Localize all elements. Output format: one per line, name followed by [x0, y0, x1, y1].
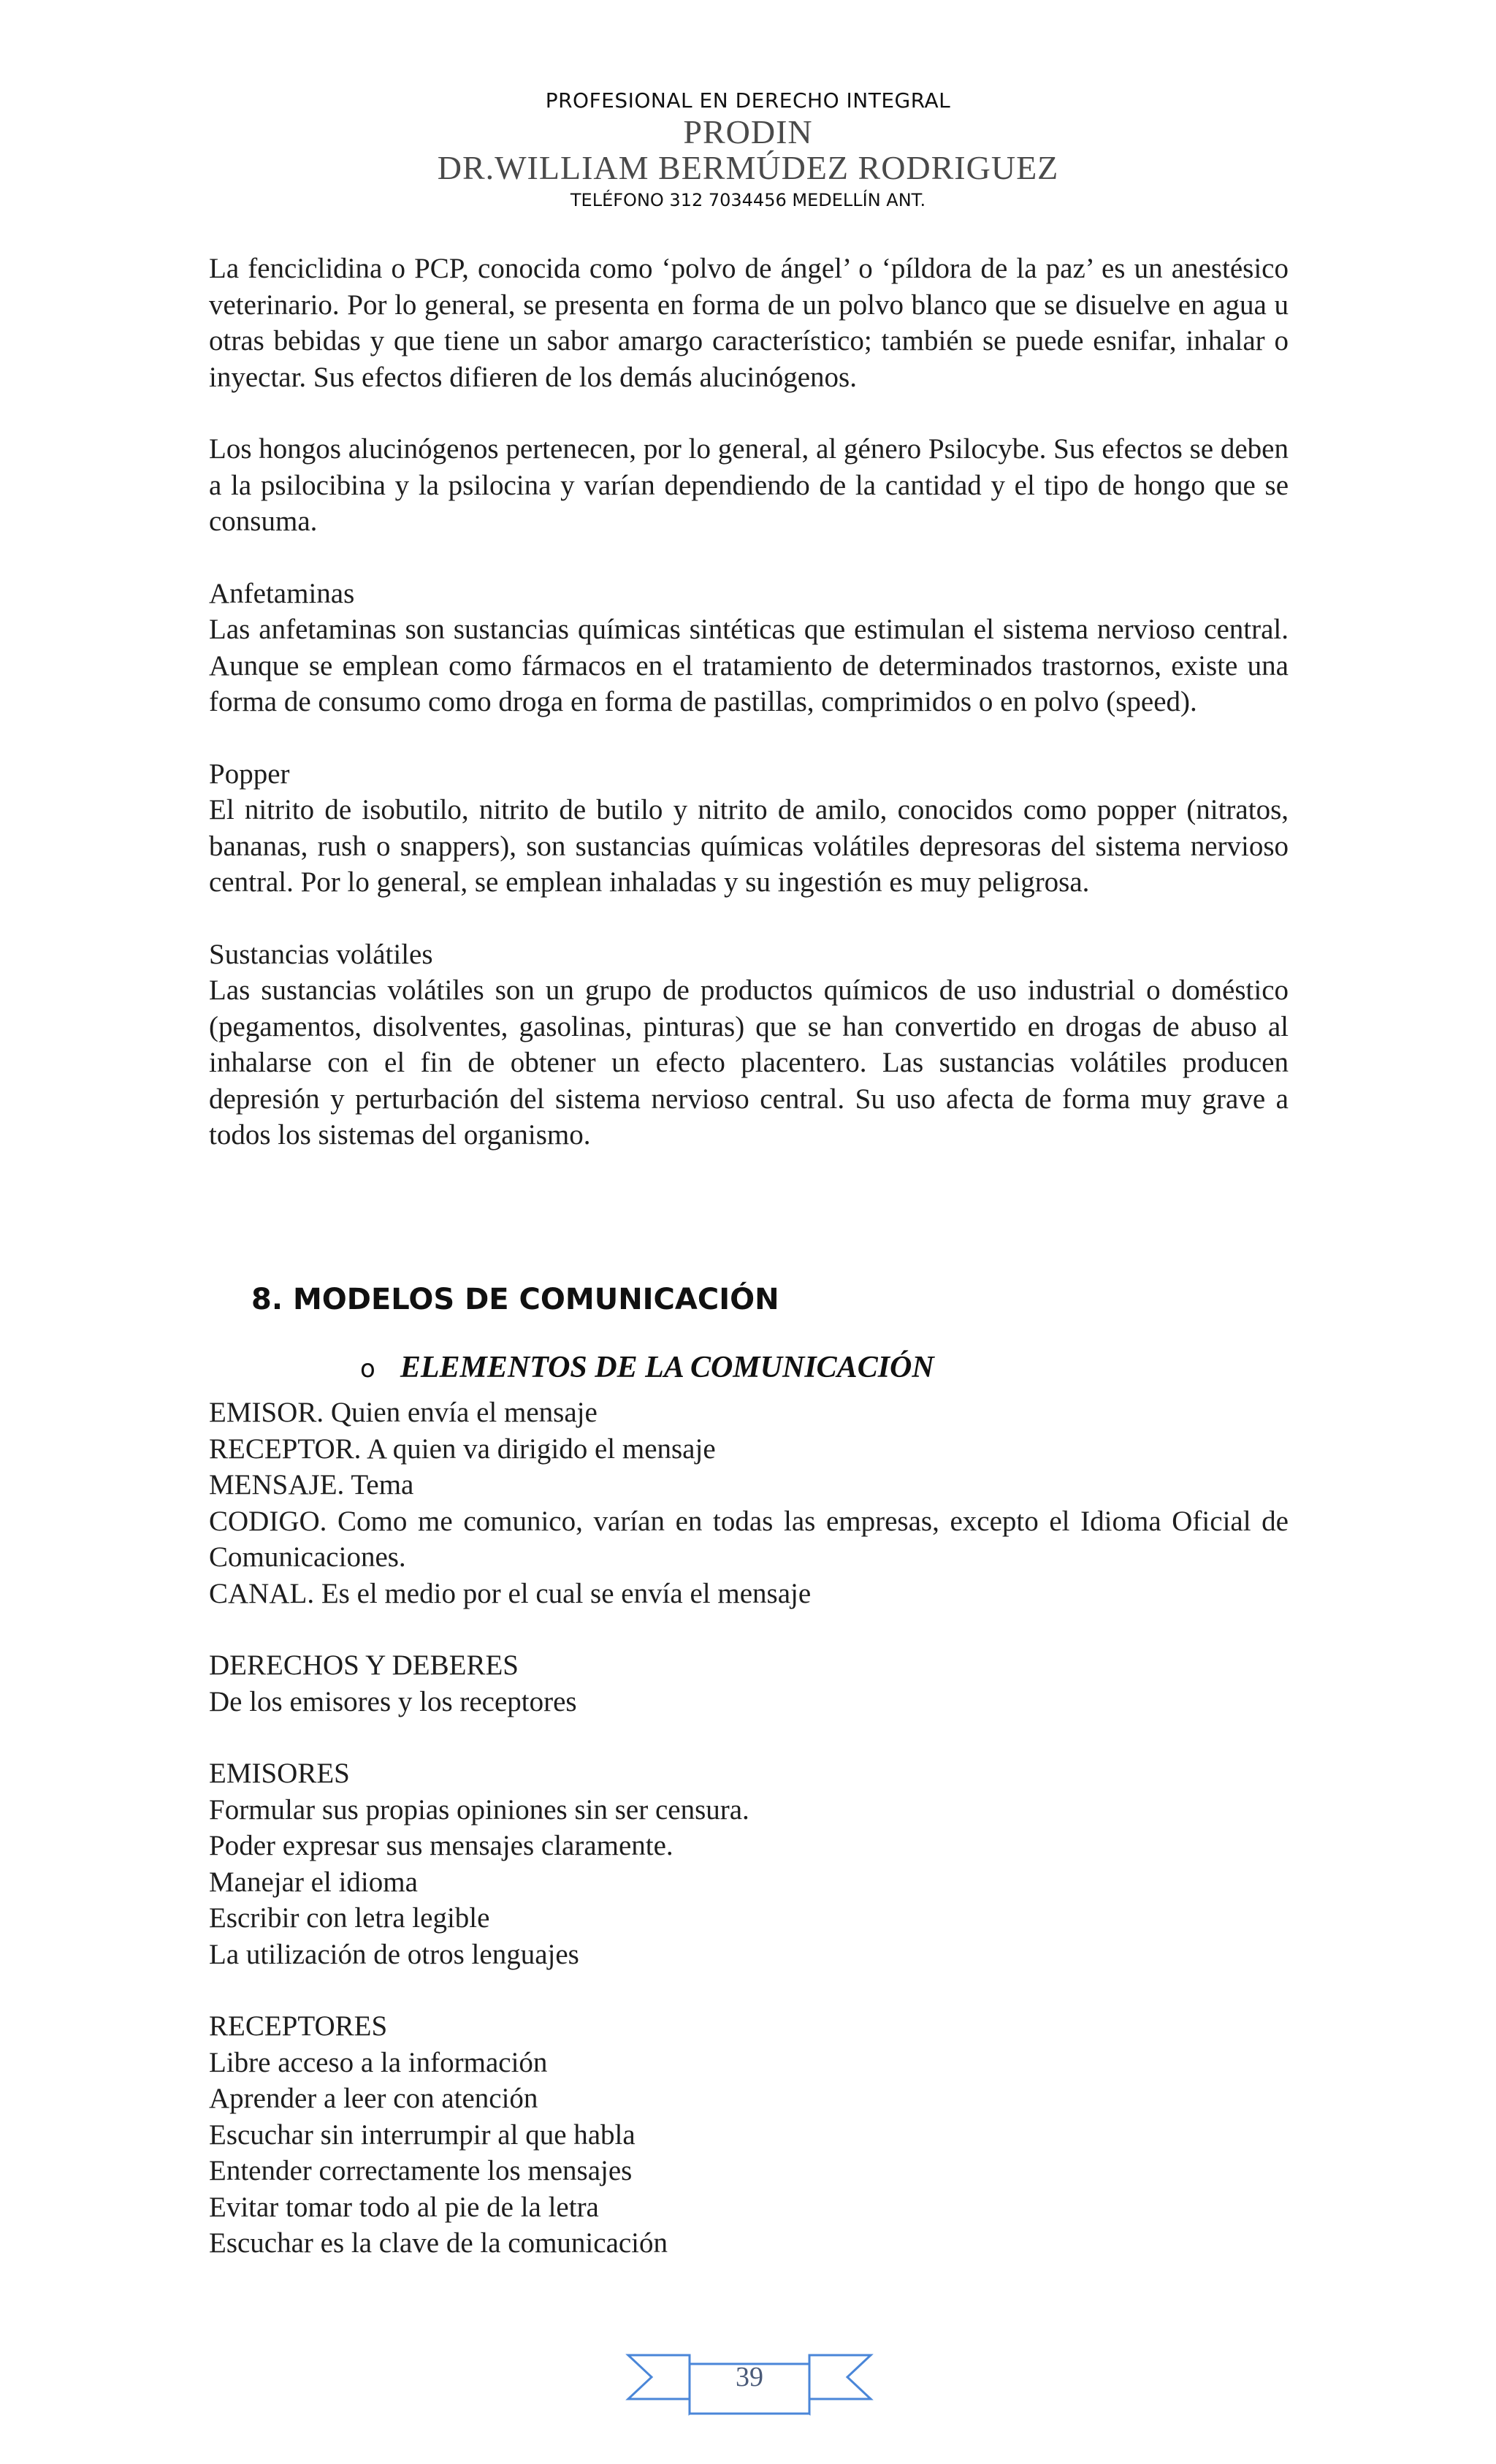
- banner-right-ribbon: [809, 2355, 871, 2399]
- derechos-subtitle: De los emisores y los receptores: [209, 1685, 577, 1717]
- heading-receptores: RECEPTORES: [209, 2010, 388, 2042]
- bullet-marker: o: [360, 1354, 375, 1384]
- page-header: [0, 86, 1496, 213]
- list-item: Escuchar es la clave de la comunicación: [209, 2227, 668, 2259]
- paragraph-volatiles: Las sustancias volátiles son un grupo de productos químicos de uso industrial o doméstico (pegamentos, disolventes, gasolinas, pinturas) que se han convertido en drogas de abuso al inhalarse con el fin de obtener un efecto placentero. Las sustancias volátiles producen depresión y perturbación del sistema nervioso central. Su uso afecta de forma muy grave a todos los sistemas del organismo.: [209, 974, 1289, 1151]
- paragraph-pcp: La fenciclidina o PCP, conocida como ‘polvo de ángel’ o ‘píldora de la paz’ es un anestésico veterinario. Por lo general, se presenta en forma de un polvo blanco que se disuelve en agua u otras bebidas y que tiene un sabor amargo característico; también se puede esnifar, inhalar o inyectar. Sus efectos difieren de los demás alucinógenos.: [209, 253, 1289, 393]
- heading-volatiles: Sustancias volátiles: [209, 938, 433, 970]
- header-author: DR.WILLIAM BERMÚDEZ RODRIGUEZ: [437, 149, 1059, 186]
- element-receptor: RECEPTOR. A quien va dirigido el mensaje: [209, 1433, 716, 1465]
- header-organization: PROFESIONAL EN DERECHO INTEGRAL: [545, 88, 951, 112]
- heading-emisores: EMISORES: [209, 1758, 350, 1789]
- body-section-communication: [209, 1395, 1289, 2262]
- paragraph-hongos: Los hongos alucinógenos pertenecen, por lo general, al género Psilocybe. Sus efectos se deben a la psilocibina y la psilocina y varían dependiendo de la cantidad y el tipo de hongo que se consuma.: [209, 433, 1289, 537]
- section-heading: 8. MODELOS DE COMUNICACIÓN: [251, 1283, 779, 1316]
- element-emisor: EMISOR. Quien envía el mensaje: [209, 1397, 598, 1428]
- list-item: Evitar tomar todo al pie de la letra: [209, 2191, 599, 2223]
- element-codigo: CODIGO. Como me comunico, varían en todas las empresas, excepto el Idioma Oficial de Comunicaciones.: [209, 1505, 1289, 1573]
- list-item: Poder expresar sus mensajes claramente.: [209, 1830, 673, 1861]
- list-item: Manejar el idioma: [209, 1866, 418, 1898]
- list-item: Libre acceso a la información: [209, 2046, 548, 2078]
- paragraph-anfetaminas: Las anfetaminas son sustancias químicas sintéticas que estimulan el sistema nervioso central. Aunque se emplean como fármacos en el tratamiento de determinados trastornos, existe una forma de consumo como droga en forma de pastillas, comprimidos o en polvo (speed).: [209, 614, 1289, 717]
- header-contact: TELÉFONO 312 7034456 MEDELLÍN ANT.: [570, 190, 926, 210]
- page-number: 39: [736, 2362, 763, 2392]
- list-item: Formular sus propias opiniones sin ser censura.: [209, 1793, 749, 1826]
- list-item: Aprender a leer con atención: [209, 2083, 538, 2114]
- list-item: Entender correctamente los mensajes: [209, 2155, 633, 2186]
- heading-popper: Popper: [209, 758, 290, 790]
- heading-anfetaminas: Anfetaminas: [209, 577, 355, 609]
- body-section-drugs: [209, 251, 1289, 1153]
- subsection-title: ELEMENTOS DE LA COMUNICACIÓN: [400, 1351, 934, 1384]
- list-item: Escuchar sin interrumpir al que habla: [209, 2118, 636, 2151]
- list-item: Escribir con letra legible: [209, 1902, 490, 1934]
- banner-left-ribbon: [628, 2355, 690, 2399]
- heading-derechos: DERECHOS Y DEBERES: [209, 1649, 519, 1681]
- element-mensaje: MENSAJE. Tema: [209, 1469, 414, 1500]
- element-canal: CANAL. Es el medio por el cual se envía el mensaje: [209, 1577, 812, 1609]
- subsection-heading: [360, 1350, 934, 1385]
- list-item: La utilización de otros lenguajes: [209, 1938, 579, 1970]
- header-acronym: PRODIN: [683, 113, 813, 150]
- paragraph-popper: El nitrito de isobutilo, nitrito de butilo y nitrito de amilo, conocidos como popper (nitratos, bananas, rush o snappers), son sustancias químicas volátiles depresoras del sistema nervioso central. Por lo general, se emplean inhaladas y su ingestión es muy peligrosa.: [209, 794, 1289, 898]
